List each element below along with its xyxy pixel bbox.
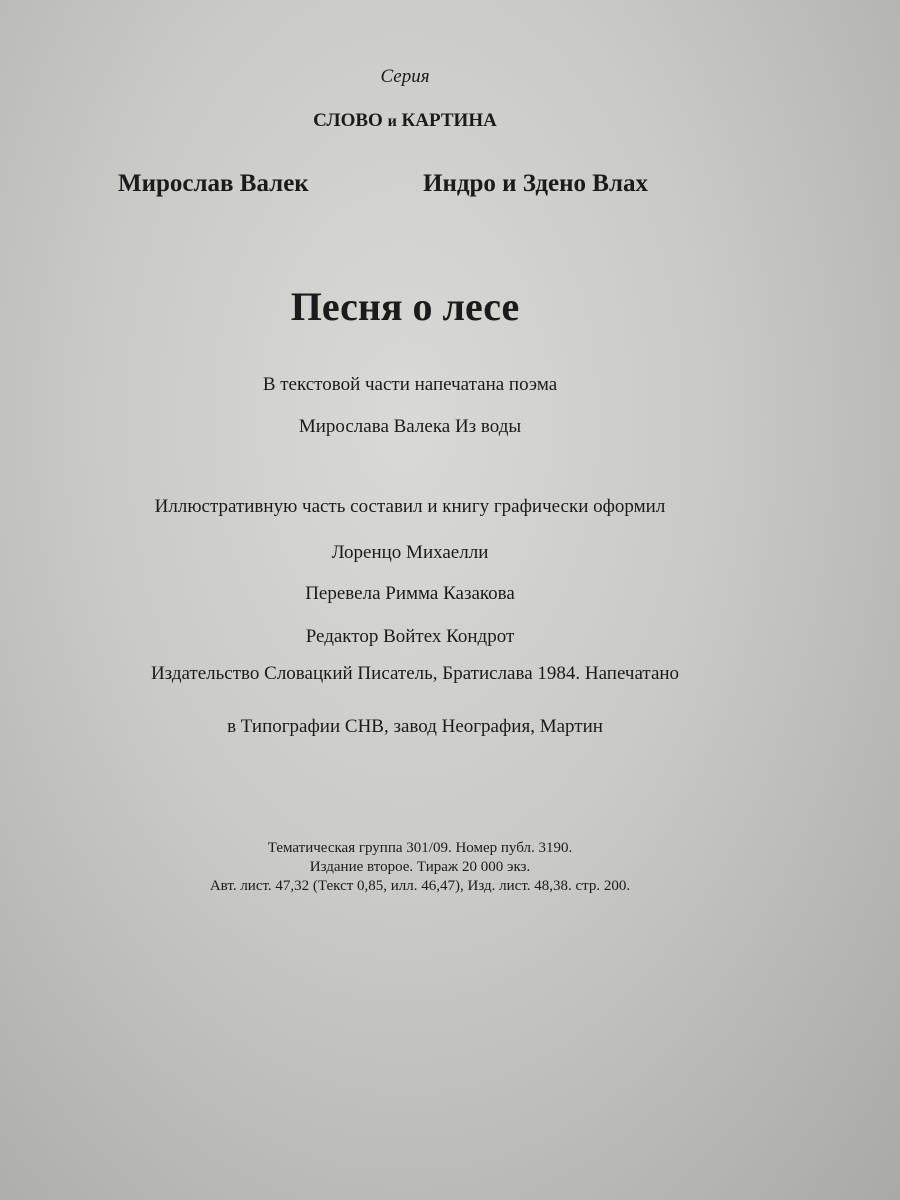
credit-line: в Типографии СНВ, завод Неография, Мартин	[227, 716, 603, 737]
series-label: Серия	[380, 66, 430, 87]
series-name-conjunction: и	[387, 113, 397, 130]
note-line-1: В текстовой части напечатана поэма	[262, 374, 558, 395]
series-name-part1: СЛОВО	[313, 110, 383, 131]
book-title: Песня о лесе	[290, 284, 520, 329]
author-writer: Мирослав Валек	[118, 170, 309, 197]
credit-line: Редактор Войтех Кондрот	[305, 626, 515, 647]
credit-line: Перевела Римма Казакова	[305, 583, 515, 604]
credit-line: Иллюстративную часть составил и книгу графически оформил	[154, 496, 666, 517]
imprint-line: Тематическая группа 301/09. Номер публ. 3190.	[267, 840, 573, 856]
note-line-2: Мирослава Валека Из воды	[298, 416, 522, 437]
imprint-line: Авт. лист. 47,32 (Текст 0,85, илл. 46,47), Изд. лист. 48,38. стр. 200.	[209, 878, 631, 894]
credit-line: Издательство Словацкий Писатель, Братислава 1984. Напечатано	[150, 663, 680, 684]
imprint-line: Издание второе. Тираж 20 000 экз.	[309, 859, 531, 875]
credit-line: Лоренцо Михаелли	[331, 542, 489, 563]
author-illustrators: Индро и Здено Влах	[423, 170, 648, 197]
series-name	[250, 110, 560, 132]
series-name-part2: КАРТИНА	[401, 110, 497, 131]
